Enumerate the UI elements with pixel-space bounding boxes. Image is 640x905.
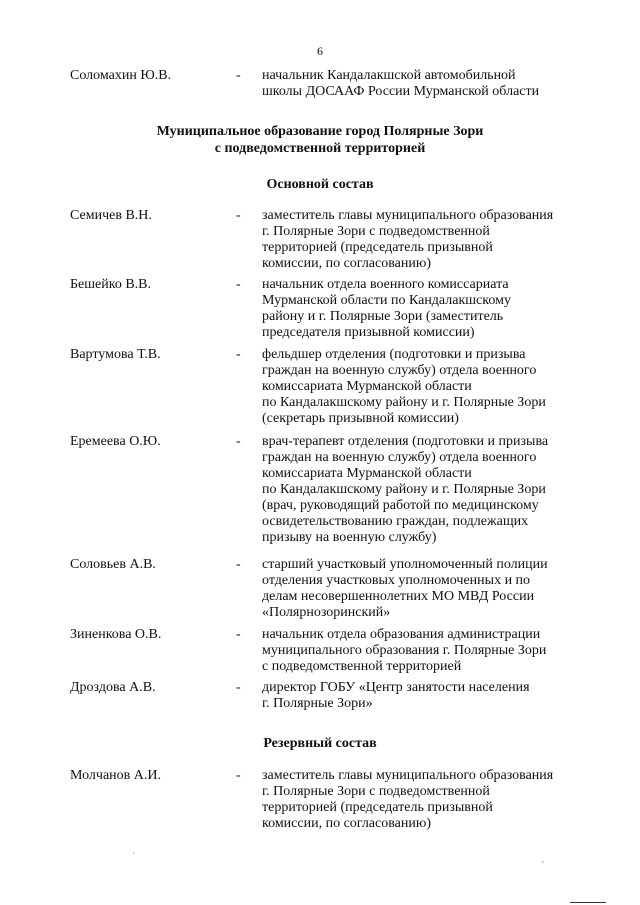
- member-name: Вартумова Т.В.: [70, 347, 161, 362]
- member-name: Молчанов А.И.: [70, 768, 161, 783]
- member-name: Зиненкова О.В.: [70, 627, 162, 642]
- section-title: Муниципальное образование город Полярные Зори с подведомственной территорией: [156, 124, 484, 156]
- main-heading: Основной состав: [266, 177, 374, 192]
- dash: -: [236, 68, 241, 83]
- member-name: Соловьев А.В.: [70, 557, 156, 572]
- dash: -: [236, 680, 241, 695]
- member-description: директор ГОБУ «Центр занятости населения г. Полярные Зори»: [262, 680, 530, 711]
- member-name: Бешейко В.В.: [70, 277, 152, 292]
- dash: -: [236, 208, 241, 223]
- member-name: Соломахин Ю.В.: [70, 68, 172, 83]
- dash: -: [236, 557, 241, 572]
- dash: -: [236, 768, 241, 783]
- member-description: начальник отдела военного комиссариата Мурманской области по Кандалакшскому району и г. Полярные Зори (заместитель председателя призывной комиссии): [262, 277, 511, 340]
- member-description: заместитель главы муниципального образования г. Полярные Зори с подведомственной территорией (председатель призывной комиссии, по согласованию): [262, 208, 554, 271]
- member-description: врач-терапевт отделения (подготовки и призыва граждан на военную службу) отдела военного комиссариата Мурманской области по Кандалакшскому району и г. Полярные Зори (врач, руководящий работой по медицинскому освидетельствованию граждан, подлежащих призыву на военную службу): [262, 434, 549, 545]
- scan-speck: ': [542, 860, 544, 871]
- dash: -: [236, 627, 241, 642]
- member-name: Еремеева О.Ю.: [70, 434, 161, 449]
- scan-speck: `: [132, 852, 136, 863]
- scan-edge-line: [570, 902, 606, 903]
- member-description: старший участковый уполномоченный полиции отделения участковых уполномоченных и по делам несовершеннолетних МО МВД России «Полярнозоринский»: [262, 557, 548, 620]
- member-description: начальник отдела образования администрации муниципального образования г. Полярные Зори с подведомственной территорией: [262, 627, 547, 674]
- reserve-heading: Резервный состав: [263, 736, 377, 751]
- dash: -: [236, 277, 241, 292]
- member-name: Семичев В.Н.: [70, 208, 152, 223]
- dash: -: [236, 347, 241, 362]
- member-description: заместитель главы муниципального образования г. Полярные Зори с подведомственной территорией (председатель призывной комиссии, по согласованию): [262, 768, 554, 831]
- member-description: начальник Кандалакшской автомобильной школы ДОСААФ России Мурманской области: [262, 68, 540, 99]
- page-number: 6: [317, 44, 323, 58]
- member-name: Дроздова А.В.: [70, 680, 156, 695]
- member-description: фельдшер отделения (подготовки и призыва граждан на военную службу) отдела военного комиссариата Мурманской области по Кандалакшскому району и г. Полярные Зори (секретарь призывной комиссии): [262, 347, 546, 426]
- dash: -: [236, 434, 241, 449]
